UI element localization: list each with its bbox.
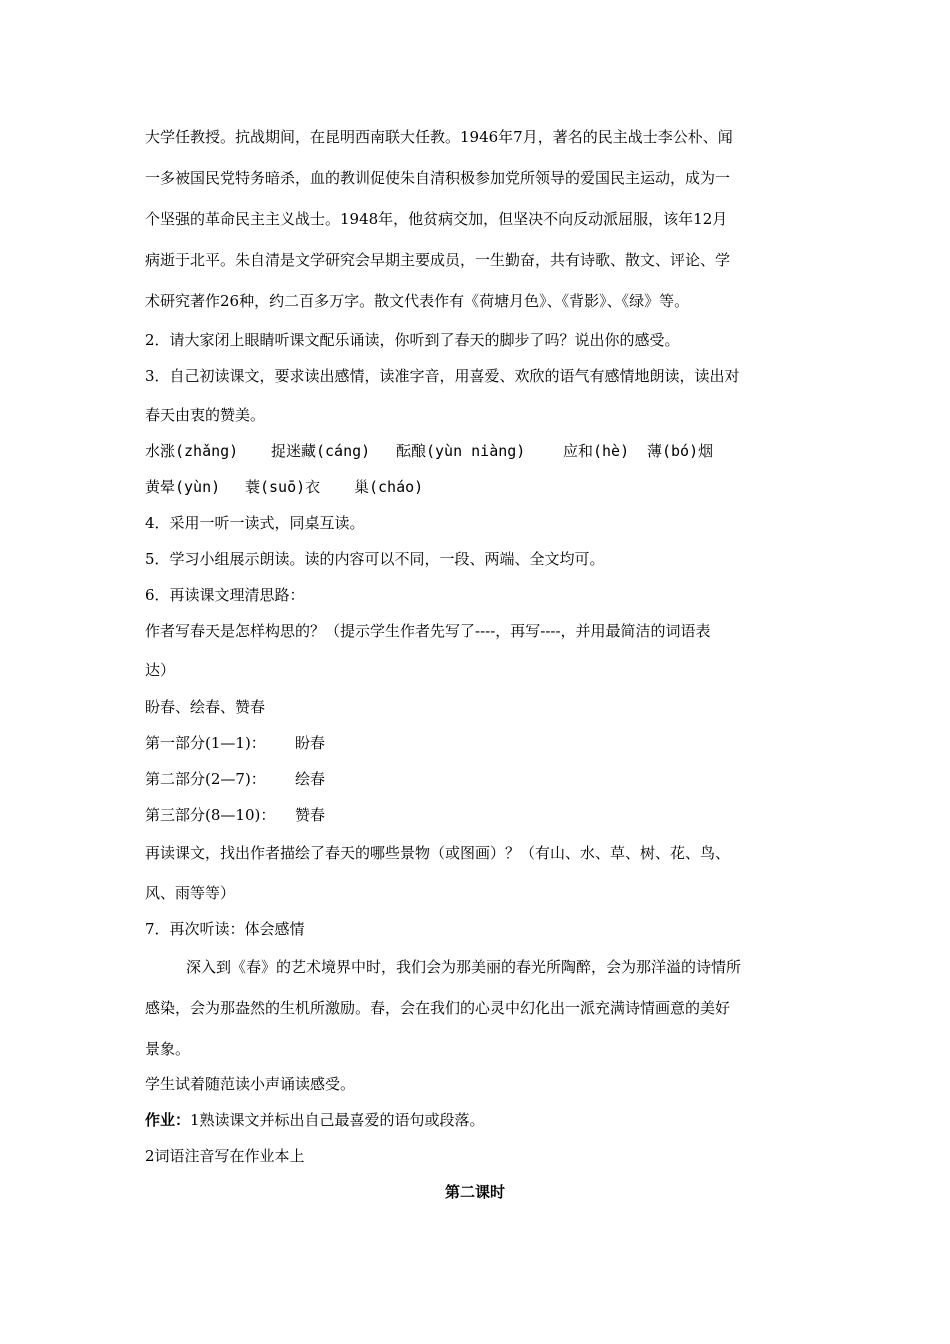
intro-line-3: 个坚强的革命民主主义战士。1948年，他贫病交加，但坚决不向反动派屈服，该年12月 bbox=[145, 210, 728, 228]
intro-line-1: 大学任教授。抗战期间，在昆明西南联大任教。1946年7月，著名的民主战士李公朴、闻 bbox=[145, 128, 733, 146]
pinyin-word: 巢(cháo) bbox=[354, 478, 424, 496]
part-label: 第三部分(8—10)： bbox=[145, 806, 276, 824]
step-6-question-line-1: 作者写春天是怎样构思的？（提示学生作者先写了----，再写----，并用最简洁的词语表 bbox=[145, 622, 711, 640]
pinyin-word: 黄晕(yùn) bbox=[145, 478, 221, 496]
pinyin-word: 捉迷藏(cáng) bbox=[271, 442, 371, 460]
step-5: 5．学习小组展示朗读。读的内容可以不同，一段、两端、全文均可。 bbox=[145, 550, 605, 568]
pinyin-word: 薄(bó)烟 bbox=[647, 442, 714, 460]
step-6: 6．再读课文理清思路： bbox=[145, 586, 305, 604]
part-value: 盼春 bbox=[295, 734, 326, 752]
part-label: 第二部分(2—7)： bbox=[145, 770, 266, 788]
pinyin-word: 酝酿(yùn niàng) bbox=[396, 442, 526, 460]
pinyin-word: 水涨(zhǎng) bbox=[145, 442, 239, 460]
pinyin-word: 蓑(suō)衣 bbox=[245, 478, 321, 496]
step-7-note: 学生试着随范读小声诵读感受。 bbox=[145, 1075, 356, 1093]
homework-line-1 bbox=[145, 1110, 815, 1130]
step-7-paragraph-line-2: 感染，会为那盎然的生机所激励。春，会在我们的心灵中幻化出一派充满诗情画意的美好 bbox=[145, 999, 731, 1017]
step-4: 4．采用一听一读式，同桌互读。 bbox=[145, 514, 365, 532]
step-3-line-2: 春天由衷的赞美。 bbox=[145, 406, 266, 424]
step-3-line-1: 3．自己初读课文，要求读出感情，读准字音，用喜爱、欢欣的语气有感情地朗读，读出对 bbox=[145, 367, 740, 385]
reread-line-1: 再读课文，找出作者描绘了春天的哪些景物（或图画）？（有山、水、草、树、花、鸟、 bbox=[145, 844, 731, 862]
step-7-paragraph-line-1: 深入到《春》的艺术境界中时，我们会为那美丽的春光所陶醉，会为那洋溢的诗情所 bbox=[186, 958, 742, 976]
part-value: 绘春 bbox=[295, 770, 326, 788]
intro-line-2: 一多被国民党特务暗杀，血的教训促使朱自清积极参加党所领导的爱国民主运动，成为一 bbox=[145, 169, 731, 187]
section-heading: 第二课时 bbox=[444, 1183, 505, 1201]
part-label: 第一部分(1—1)： bbox=[145, 734, 266, 752]
homework-label: 作业： bbox=[145, 1111, 191, 1129]
intro-line-5: 术研究著作26种，约二百多万字。散文代表作有《荷塘月色》、《背影》、《绿》等。 bbox=[145, 292, 690, 310]
part-value: 赞春 bbox=[295, 806, 326, 824]
intro-line-4: 病逝于北平。朱自清是文学研究会早期主要成员，一生勤奋，共有诗歌、散文、评论、学 bbox=[145, 251, 731, 269]
reread-line-2: 风、雨等等） bbox=[145, 884, 236, 902]
step-6-question-line-2: 达） bbox=[145, 661, 176, 679]
step-7-paragraph-line-3: 景象。 bbox=[145, 1040, 191, 1058]
homework-item-1: 1熟读课文并标出自己最喜爱的语句或段落。 bbox=[190, 1111, 485, 1129]
step-2: 2．请大家闭上眼睛听课文配乐诵读，你听到了春天的脚步了吗？说出你的感受。 bbox=[145, 331, 680, 349]
pinyin-word: 应和(hè) bbox=[563, 442, 630, 460]
step-6-answer: 盼春、绘春、赞春 bbox=[145, 698, 266, 716]
homework-item-2: 2词语注音写在作业本上 bbox=[145, 1147, 305, 1165]
step-7: 7．再次听读：体会感情 bbox=[145, 920, 305, 938]
